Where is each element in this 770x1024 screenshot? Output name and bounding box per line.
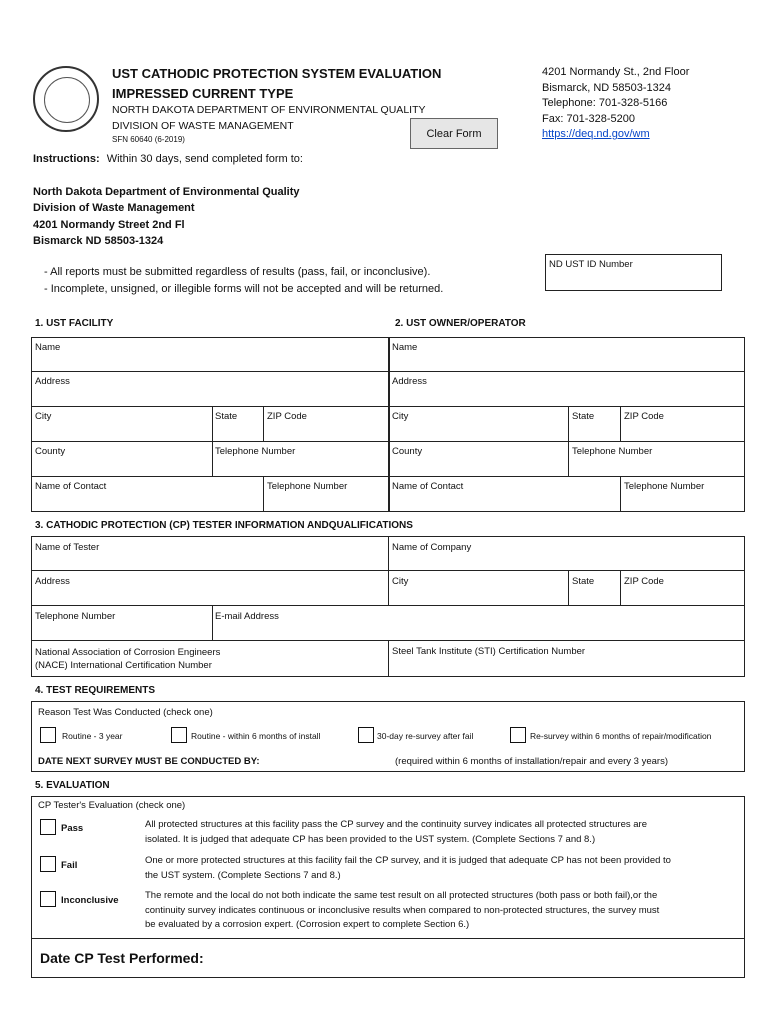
- nace-number-field[interactable]: National Association of Corrosion Engineers (NACE) International Certification Number: [35, 647, 221, 671]
- pass-description: All protected structures at this facility pass the CP survey and the continuity survey indicates all protected structures are isolated. It is judged that adequate CP has been provided to the UST system. (Complete Sections 7 and 8.): [145, 819, 647, 845]
- next-survey-label: DATE NEXT SURVEY MUST BE CONDUCTED BY:: [38, 756, 260, 767]
- facility-city-field[interactable]: City: [35, 411, 52, 422]
- instructions-label: Instructions:: [33, 153, 100, 165]
- divider: [568, 570, 569, 605]
- owner-state-field[interactable]: State: [572, 411, 595, 422]
- department-name: NORTH DAKOTA DEPARTMENT OF ENVIRONMENTAL QUALITY: [112, 104, 426, 116]
- website-link[interactable]: https://deq.nd.gov/wm: [542, 128, 650, 140]
- inconclusive-checkbox[interactable]: [40, 891, 56, 907]
- date-cp-test-field[interactable]: Date CP Test Performed:: [40, 950, 204, 966]
- divider: [31, 406, 745, 407]
- facility-telephone-field[interactable]: Telephone Number: [215, 446, 296, 457]
- divider: [31, 441, 745, 442]
- next-survey-note: (required within 6 months of installation/repair and every 3 years): [395, 756, 668, 767]
- divider: [620, 570, 621, 605]
- mailing-address: [33, 184, 299, 249]
- section-1-title: 1. UST FACILITY: [35, 318, 114, 329]
- owner-telephone-field[interactable]: Telephone Number: [572, 446, 653, 457]
- sti-number-field[interactable]: Steel Tank Institute (STI) Certification Number: [392, 646, 586, 657]
- fail-description: One or more protected structures at this facility fail the CP survey, and it is judged that adequate CP has not been provided to the UST system. (Complete Sections 7 and 8.): [145, 855, 671, 881]
- tester-company-field[interactable]: Name of Company: [392, 542, 472, 553]
- inconclusive-description: The remote and the local do not both indicate the same test result on all protected structures (both pass or both fail),or the continuity survey indicates continuous or inconclusive results when compared to non-protected structures, the survey must be evaluated by a corrosion expert. (Corrosion expert to complete Section 6.): [145, 890, 660, 930]
- divider: [388, 337, 390, 512]
- facility-zip-field[interactable]: ZIP Code: [267, 411, 307, 422]
- contact-city: Bismarck, ND 58503-1324: [542, 81, 672, 94]
- evaluation-label: CP Tester's Evaluation (check one): [38, 800, 186, 811]
- routine-3yr-label: Routine - 3 year: [62, 731, 123, 741]
- mail-line: Bismarck ND 58503-1324: [33, 234, 164, 247]
- mail-line: North Dakota Department of Environmental Quality: [33, 186, 300, 198]
- divider: [620, 476, 621, 512]
- facility-state-field[interactable]: State: [215, 411, 238, 422]
- owner-contact-phone-field[interactable]: Telephone Number: [624, 481, 705, 492]
- seal-text: [35, 92, 97, 110]
- contact-telephone: Telephone: 701-328-5166: [542, 97, 668, 109]
- resurvey-fail-checkbox[interactable]: [358, 727, 374, 743]
- divider: [212, 605, 213, 640]
- resurvey-repair-label: Re-survey within 6 months of repair/modification: [530, 731, 712, 741]
- fail-checkbox[interactable]: [40, 856, 56, 872]
- divider: [31, 476, 745, 477]
- instruction-bullets: [44, 264, 443, 298]
- tester-email-field[interactable]: E-mail Address: [215, 611, 279, 622]
- ust-id-input[interactable]: [545, 254, 722, 291]
- state-seal-logo: [33, 66, 99, 132]
- divider: [31, 938, 745, 939]
- tester-state-field[interactable]: State: [572, 576, 595, 587]
- pass-checkbox[interactable]: [40, 819, 56, 835]
- divider: [263, 476, 264, 512]
- routine-install-label: Routine - within 6 months of install: [191, 731, 321, 741]
- reason-label: Reason Test Was Conducted (check one): [38, 707, 213, 718]
- bullet-item: - All reports must be submitted regardless of results (pass, fail, or inconclusive).: [44, 266, 431, 278]
- section-5-title: 5. EVALUATION: [35, 780, 110, 791]
- owner-county-field[interactable]: County: [392, 446, 423, 457]
- fail-label: Fail: [61, 860, 78, 871]
- owner-contact-field[interactable]: Name of Contact: [392, 481, 464, 492]
- pass-label: Pass: [61, 823, 84, 834]
- resurvey-repair-checkbox[interactable]: [510, 727, 526, 743]
- divider: [620, 406, 621, 441]
- instructions: [33, 153, 303, 165]
- owner-name-field[interactable]: Name: [392, 342, 418, 353]
- form-title-line2: IMPRESSED CURRENT TYPE: [112, 86, 294, 101]
- divider: [388, 640, 389, 677]
- facility-name-field[interactable]: Name: [35, 342, 61, 353]
- resurvey-fail-label: 30-day re-survey after fail: [377, 731, 474, 741]
- owner-zip-field[interactable]: ZIP Code: [624, 411, 664, 422]
- mail-line: 4201 Normandy Street 2nd Fl: [33, 218, 185, 231]
- owner-address-field[interactable]: Address: [392, 376, 427, 387]
- divider: [263, 406, 264, 441]
- mail-line: Division of Waste Management: [33, 202, 195, 215]
- division-name: DIVISION OF WASTE MANAGEMENT: [112, 120, 294, 132]
- instructions-text: Within 30 days, send completed form to:: [106, 153, 303, 165]
- tester-zip-field[interactable]: ZIP Code: [624, 576, 664, 587]
- form-number: SFN 60640 (6-2019): [112, 135, 185, 144]
- owner-city-field[interactable]: City: [392, 411, 409, 422]
- section-3-title: 3. CATHODIC PROTECTION (CP) TESTER INFORMATION ANDQUALIFICATIONS: [35, 520, 413, 531]
- tester-city-field[interactable]: City: [392, 576, 409, 587]
- contact-block: [542, 65, 689, 143]
- tester-address-field[interactable]: Address: [35, 576, 70, 587]
- section-2-title: 2. UST OWNER/OPERATOR: [395, 318, 526, 329]
- divider: [31, 371, 745, 372]
- clear-form-button[interactable]: Clear Form: [410, 118, 498, 149]
- divider: [31, 605, 745, 606]
- facility-contact-field[interactable]: Name of Contact: [35, 481, 107, 492]
- routine-install-checkbox[interactable]: [171, 727, 187, 743]
- bullet-item: - Incomplete, unsigned, or illegible forms will not be accepted and will be returned.: [44, 283, 444, 295]
- ust-id-label: ND UST ID Number: [549, 259, 633, 270]
- contact-street: 4201 Normandy St., 2nd Floor: [542, 66, 690, 78]
- facility-contact-phone-field[interactable]: Telephone Number: [267, 481, 348, 492]
- divider: [388, 536, 389, 605]
- divider: [212, 406, 213, 476]
- tester-name-field[interactable]: Name of Tester: [35, 542, 100, 553]
- contact-fax: Fax: 701-328-5200: [542, 112, 635, 125]
- facility-address-field[interactable]: Address: [35, 376, 70, 387]
- divider: [568, 406, 569, 476]
- routine-3yr-checkbox[interactable]: [40, 727, 56, 743]
- form-title-line1: UST CATHODIC PROTECTION SYSTEM EVALUATION: [112, 66, 442, 81]
- inconclusive-label: Inconclusive: [61, 895, 119, 906]
- facility-county-field[interactable]: County: [35, 446, 66, 457]
- tester-telephone-field[interactable]: Telephone Number: [35, 611, 116, 622]
- section-4-title: 4. TEST REQUIREMENTS: [35, 685, 156, 696]
